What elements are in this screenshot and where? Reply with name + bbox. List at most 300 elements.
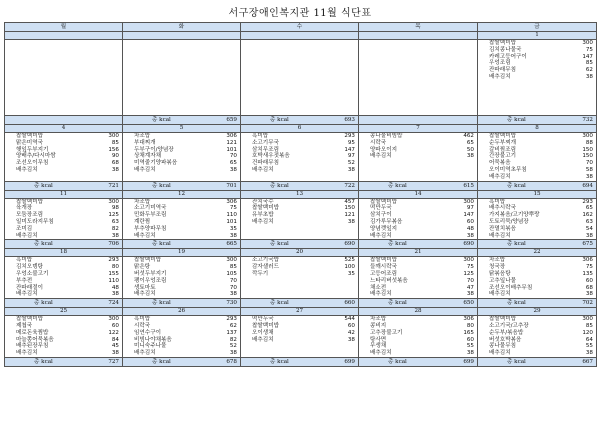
date-cell	[123, 190, 241, 198]
kcal-row	[5, 116, 597, 125]
menu-item-kcal: 48	[466, 225, 474, 232]
menu-item-kcal: 155	[108, 270, 119, 277]
kcal-total-value: 678	[226, 358, 237, 365]
menu-item-kcal: 38	[111, 350, 119, 357]
menu-item-kcal: 97	[466, 205, 474, 212]
menu-item-kcal: 165	[463, 329, 474, 336]
date-number: 7	[416, 125, 420, 131]
date-row	[5, 308, 597, 316]
menu-item-name: 생토마토	[134, 284, 156, 291]
menu-item	[359, 330, 477, 337]
kcal-total-cell	[241, 181, 359, 190]
menu-item-kcal: 150	[582, 153, 593, 160]
menu-item-kcal: 75	[585, 264, 593, 271]
menu-item-name: 찹쌀백미밥	[370, 198, 398, 205]
menu-item-kcal: 88	[585, 139, 593, 146]
date-cell	[241, 190, 359, 198]
menu-item-kcal: 55	[466, 343, 474, 350]
kcal-total-value: 722	[344, 182, 355, 189]
menu-item-name: 잔치국수	[252, 198, 274, 205]
menu-item	[5, 350, 122, 357]
menu-item-kcal: 135	[582, 270, 593, 277]
menu-item-name: 김치콩나물국	[489, 46, 522, 53]
menu-item-name: 계란찜	[134, 218, 151, 225]
menu-item-name: 오이생채	[252, 329, 274, 336]
date-number: 19	[177, 249, 186, 256]
menu-item-kcal: 120	[582, 329, 593, 336]
menu-item-name: 잔멸치볶음	[489, 225, 517, 232]
menu-item-kcal: 38	[466, 350, 474, 357]
menu-item-name: 배추시락국	[489, 205, 517, 212]
menu-item-name: 배추김치	[134, 166, 156, 173]
menu-item-name: 버섯호박볶음	[489, 336, 522, 343]
menu-item	[123, 233, 240, 240]
menu-item	[478, 278, 596, 285]
menu-item-name: 배추김치	[489, 291, 511, 298]
menu-item	[478, 233, 596, 240]
menu-item-kcal: 38	[229, 166, 237, 173]
menu-item-kcal: 82	[229, 336, 237, 343]
menu-items-cell	[359, 316, 478, 358]
kcal-row	[5, 181, 597, 190]
menu-item-name: 콩비지	[370, 322, 387, 329]
kcal-label: 총 kcal	[507, 117, 526, 123]
menu-item	[241, 133, 358, 140]
menu-item-kcal: 525	[344, 257, 355, 264]
menu-item-name: 양파오이지	[370, 146, 398, 153]
menu-item	[478, 316, 596, 323]
menu-item	[5, 291, 122, 298]
menu-item-kcal: 300	[108, 316, 119, 323]
date-number: 26	[177, 308, 186, 315]
kcal-total-value: 699	[463, 358, 474, 365]
menu-item	[359, 219, 477, 226]
menu-item	[5, 323, 122, 330]
menu-item-name: 찹쌀백미밥	[489, 316, 517, 323]
menu-item	[241, 264, 358, 271]
menu-item-kcal: 70	[229, 277, 237, 284]
kcal-total-value: 732	[582, 117, 593, 123]
menu-item-name: 삼치무조림	[252, 146, 280, 153]
kcal-total-value: 675	[582, 241, 593, 248]
items-cell-empty	[359, 40, 478, 116]
menu-items-cell	[241, 316, 359, 358]
menu-item-name: 찹쌀백미밥	[16, 198, 44, 205]
menu-items-cell	[5, 133, 123, 182]
date-cell	[241, 249, 359, 257]
menu-item-kcal: 38	[466, 153, 474, 160]
menu-item-kcal: 75	[466, 264, 474, 271]
menu-item-name: 양념깻잎지	[370, 225, 398, 232]
menu-item-kcal: 42	[347, 329, 355, 336]
menu-item-name: 콩나물비빔밥	[370, 133, 403, 139]
menu-item-kcal: 38	[585, 291, 593, 298]
menu-items-cell	[478, 257, 597, 299]
day-header-tue: 화	[123, 23, 241, 32]
menu-item-name: 무생채	[370, 343, 387, 350]
menu-items-cell	[5, 316, 123, 358]
menu-item-name: 배추김치	[489, 73, 511, 80]
kcal-total-value: 690	[344, 241, 355, 248]
menu-item-name: 고추잎나물	[489, 277, 517, 284]
date-cell-empty	[359, 32, 478, 40]
menu-item-kcal: 300	[226, 257, 237, 264]
menu-item-name: 유부초밥	[252, 212, 274, 219]
date-cell	[5, 190, 123, 198]
menu-item-name: 탕사면	[370, 336, 387, 343]
menu-item-kcal: 60	[466, 218, 474, 225]
menu-item	[359, 350, 477, 357]
items-row	[5, 316, 597, 358]
menu-item-kcal: 101	[226, 146, 237, 153]
date-cell	[359, 125, 478, 133]
menu-item	[241, 271, 358, 278]
menu-item-name: 어묵볶음	[489, 160, 511, 167]
menu-item-kcal: 293	[108, 257, 119, 264]
kcal-cell-empty	[5, 116, 123, 125]
menu-item	[241, 219, 358, 226]
menu-item-name: 미니숙주나물	[134, 343, 167, 350]
menu-item-name: 우엉조림	[489, 60, 511, 67]
menu-item	[359, 271, 477, 278]
kcal-total-cell	[241, 240, 359, 249]
kcal-total-cell	[123, 116, 241, 125]
menu-item-name: 잔파래절이	[16, 284, 44, 291]
menu-item-kcal: 70	[229, 153, 237, 160]
menu-item-kcal: 101	[226, 218, 237, 225]
menu-item-name: 두부구이/양념장	[134, 146, 174, 153]
menu-item	[123, 160, 240, 167]
menu-item-name: 차조밥	[489, 257, 506, 264]
menu-item-kcal: 75	[585, 46, 593, 53]
menu-item-kcal: 38	[111, 232, 119, 239]
menu-item-name: 배추김치	[252, 336, 274, 343]
menu-item	[359, 212, 477, 219]
date-number: 8	[535, 125, 539, 131]
menu-item	[5, 167, 122, 174]
menu-item-kcal: 60	[111, 322, 119, 329]
kcal-total-cell	[123, 240, 241, 249]
menu-item	[123, 316, 240, 323]
menu-item	[5, 264, 122, 271]
menu-item	[478, 47, 596, 54]
menu-item-kcal: 64	[585, 336, 593, 343]
menu-item-kcal: 38	[229, 291, 237, 298]
kcal-total-cell	[478, 240, 597, 249]
menu-item-name: 찹쌀백미밥	[16, 133, 44, 139]
kcal-total-cell	[123, 181, 241, 190]
menu-item-name: 간장불고기	[489, 153, 517, 160]
menu-item-name: 삼치구이	[370, 212, 392, 219]
items-row	[5, 133, 597, 182]
menu-item	[478, 40, 596, 47]
menu-item	[359, 140, 477, 147]
menu-item-kcal: 38	[111, 166, 119, 173]
date-row	[5, 125, 597, 133]
menu-item-kcal: 110	[226, 212, 237, 219]
menu-item-name: 배추김치	[370, 291, 392, 298]
menu-item-name: 청국장	[489, 264, 506, 271]
menu-item	[359, 233, 477, 240]
menu-item-name: 찹쌀백미밥	[252, 322, 280, 329]
menu-item-kcal: 65	[585, 205, 593, 212]
kcal-label: 총 kcal	[507, 300, 526, 307]
menu-item-name: 배추된장무침	[16, 343, 49, 350]
menu-item-kcal: 38	[466, 232, 474, 239]
menu-item-name: 오이미역초무침	[489, 166, 527, 173]
kcal-total-value: 701	[226, 182, 237, 189]
menu-item	[478, 271, 596, 278]
menu-item-kcal: 65	[229, 160, 237, 167]
kcal-total-cell	[5, 240, 123, 249]
menu-item	[241, 212, 358, 219]
menu-item-kcal: 125	[108, 212, 119, 219]
menu-item-name: 호박새우젓볶음	[252, 153, 290, 160]
menu-item-name: 햇잎두부지기	[16, 146, 49, 153]
menu-item-name: 배추김치	[134, 291, 156, 298]
menu-item-name: 들깨시락국	[370, 264, 398, 271]
menu-item	[5, 271, 122, 278]
date-number: 5	[179, 125, 184, 131]
menu-item-kcal: 80	[111, 264, 119, 271]
date-number: 6	[297, 125, 302, 131]
menu-item-name: 마늘쫑어묵볶음	[16, 336, 54, 343]
menu-item	[241, 337, 358, 344]
kcal-total-value: 730	[226, 300, 237, 307]
kcal-label: 총 kcal	[34, 182, 53, 189]
date-row	[5, 190, 597, 198]
menu-item-kcal: 125	[463, 270, 474, 277]
menu-item-kcal: 293	[344, 133, 355, 139]
menu-items-cell	[241, 40, 359, 116]
menu-item	[123, 212, 240, 219]
menu-item-kcal: 63	[585, 218, 593, 225]
menu-item-name: 버섯두부지기	[134, 270, 167, 277]
menu-item	[5, 140, 122, 147]
kcal-label: 총 kcal	[507, 358, 526, 365]
menu-item-kcal: 38	[347, 218, 355, 225]
menu-items-cell	[241, 257, 359, 299]
menu-item-name: 흑미밥	[134, 316, 151, 323]
menu-item	[123, 140, 240, 147]
menu-item-kcal: 162	[582, 212, 593, 219]
menu-item-kcal: 100	[344, 264, 355, 271]
menu-item-name: 흑미밥	[252, 133, 269, 139]
menu-item-kcal: 63	[111, 218, 119, 225]
menu-item-name: 도토리묵/양념장	[489, 218, 529, 225]
kcal-label: 총 kcal	[388, 241, 407, 248]
menu-items-cell	[5, 198, 123, 240]
menu-item	[241, 160, 358, 167]
menu-item-kcal: 121	[226, 139, 237, 146]
kcal-label: 총 kcal	[34, 241, 53, 248]
kcal-label: 총 kcal	[270, 241, 289, 248]
menu-item-name: 순두부찌개	[489, 139, 517, 146]
date-number: 28	[414, 308, 422, 315]
menu-items-cell	[359, 257, 478, 299]
menu-item-name: 시락국	[134, 322, 151, 329]
date-cell	[359, 190, 478, 198]
menu-items-cell	[359, 198, 478, 240]
menu-item-name: 잔파래무침	[489, 67, 517, 74]
date-number: 20	[295, 249, 304, 256]
kcal-total-value: 727	[108, 358, 119, 365]
menu-item	[241, 323, 358, 330]
menu-item-name: 찹쌀백미밥	[134, 257, 162, 264]
menu-item-kcal: 85	[585, 60, 593, 67]
menu-item-name: 채소전	[370, 284, 387, 291]
menu-item-kcal: 82	[111, 225, 119, 232]
menu-item-kcal: 62	[585, 67, 593, 74]
menu-item-kcal: 45	[111, 343, 119, 350]
menu-item	[478, 350, 596, 357]
menu-item-kcal: 300	[582, 40, 593, 46]
date-cell	[5, 125, 123, 133]
menu-item-kcal: 38	[585, 73, 593, 80]
menu-item-kcal: 137	[226, 329, 237, 336]
menu-item-name: 일미도라지무침	[16, 218, 54, 225]
day-header-mon: 월	[5, 23, 123, 32]
menu-item-name: 떡만두국	[252, 316, 274, 323]
date-cell	[359, 308, 478, 316]
menu-item-kcal: 300	[108, 198, 119, 205]
menu-item-name: 떡만두국	[370, 205, 392, 212]
kcal-label: 총 kcal	[507, 182, 526, 189]
menu-item-kcal: 85	[111, 139, 119, 146]
menu-item-name: 부대찌개	[134, 139, 156, 146]
menu-item-kcal: 58	[585, 166, 593, 173]
menu-item-kcal: 97	[347, 153, 355, 160]
menu-table	[4, 22, 597, 367]
kcal-total-cell	[359, 240, 478, 249]
menu-item-name: 미역줄기양파볶음	[134, 160, 178, 167]
menu-item-kcal: 35	[347, 270, 355, 277]
menu-items-cell	[478, 40, 597, 116]
date-row	[5, 32, 597, 40]
menu-item-name: 시락국	[370, 139, 387, 146]
kcal-total-cell	[478, 116, 597, 125]
menu-item	[478, 133, 596, 140]
menu-item-kcal: 60	[585, 277, 593, 284]
menu-item-kcal: 38	[585, 173, 593, 180]
date-cell	[241, 125, 359, 133]
kcal-total-value: 693	[344, 117, 355, 123]
date-number: 1	[535, 32, 539, 38]
menu-item-kcal: 300	[463, 198, 474, 205]
menu-item-name: 차조밥	[134, 198, 151, 205]
menu-item	[5, 330, 122, 337]
menu-item-kcal: 38	[347, 166, 355, 173]
menu-item-kcal: 38	[585, 350, 593, 357]
menu-item-name: 김가루무볶음	[370, 218, 403, 225]
menu-item-name: 고등어조림	[370, 270, 398, 277]
menu-item-kcal: 150	[582, 146, 593, 153]
menu-item-name: 배추김치	[134, 350, 156, 357]
kcal-row	[5, 357, 597, 366]
menu-item	[478, 74, 596, 81]
date-number: 18	[59, 249, 68, 256]
date-number: 27	[295, 308, 304, 315]
menu-items-cell	[123, 316, 241, 358]
kcal-total-cell	[478, 299, 597, 308]
kcal-label: 총 kcal	[270, 182, 289, 189]
menu-item-name: 배추김치	[252, 218, 274, 225]
date-number: 12	[177, 190, 186, 197]
menu-item-kcal: 306	[582, 257, 593, 264]
menu-item-name: 조선오이무침	[16, 160, 49, 167]
menu-item-name: 콩나물무침	[489, 343, 517, 350]
kcal-label: 총 kcal	[388, 182, 407, 189]
day-header-row	[5, 23, 597, 32]
menu-item	[359, 133, 477, 140]
menu-item-name: 배추김치	[370, 232, 392, 239]
menu-item-name: 양배추/다시마쌈	[16, 153, 56, 160]
menu-item	[359, 153, 477, 160]
menu-item-kcal: 98	[111, 205, 119, 212]
kcal-label: 총 kcal	[152, 241, 171, 248]
menu-item-kcal: 156	[108, 146, 119, 153]
menu-items-cell	[241, 198, 359, 240]
menu-item-name: 배추김치	[489, 232, 511, 239]
menu-item-name: 감자샐러드	[252, 264, 280, 271]
menu-item	[478, 140, 596, 147]
kcal-total-value: 650	[463, 300, 474, 307]
menu-item	[359, 226, 477, 233]
menu-item-kcal: 50	[466, 146, 474, 153]
kcal-label: 총 kcal	[507, 241, 526, 248]
menu-item-name: 배추김치	[134, 232, 156, 239]
menu-item-name: 찹쌀백미밥	[489, 40, 517, 46]
menu-item	[478, 291, 596, 298]
menu-item-kcal: 38	[585, 232, 593, 239]
menu-item-name: 가지볶음/고기양뿌랑	[489, 212, 540, 219]
menu-item-name: 부추양파무침	[134, 225, 167, 232]
kcal-row	[5, 240, 597, 249]
menu-item	[478, 212, 596, 219]
kcal-label: 총 kcal	[152, 300, 171, 307]
menu-item	[5, 233, 122, 240]
menu-item-name: 흑미밥	[16, 257, 33, 264]
menu-item	[359, 264, 477, 271]
menu-item	[5, 133, 122, 140]
kcal-total-cell	[5, 181, 123, 190]
kcal-total-value: 615	[463, 182, 474, 189]
kcal-total-value: 667	[582, 358, 593, 365]
menu-item-kcal: 48	[111, 284, 119, 291]
date-cell	[241, 32, 359, 40]
menu-item	[478, 167, 596, 174]
kcal-row	[5, 299, 597, 308]
date-cell	[478, 190, 597, 198]
date-cell	[478, 308, 597, 316]
menu-items-cell	[359, 133, 478, 182]
menu-item-kcal: 90	[111, 153, 119, 160]
date-cell	[5, 249, 123, 257]
kcal-total-value: 706	[108, 241, 119, 248]
menu-item-kcal: 70	[229, 284, 237, 291]
menu-item-kcal: 60	[347, 322, 355, 329]
menu-item-name: 소고기국밥	[252, 257, 280, 264]
menu-item-kcal: 68	[111, 160, 119, 167]
menu-items-cell	[5, 257, 123, 299]
kcal-total-value: 699	[344, 358, 355, 365]
menu-item-kcal: 60	[466, 336, 474, 343]
menu-item-name: 조선오이배추무침	[489, 284, 533, 291]
menu-item-name: 차조밥	[370, 316, 387, 323]
menu-item-name: 비빔나야채볶음	[134, 336, 172, 343]
kcal-total-value: 660	[344, 300, 355, 307]
menu-item-name: 조미김	[16, 225, 33, 232]
